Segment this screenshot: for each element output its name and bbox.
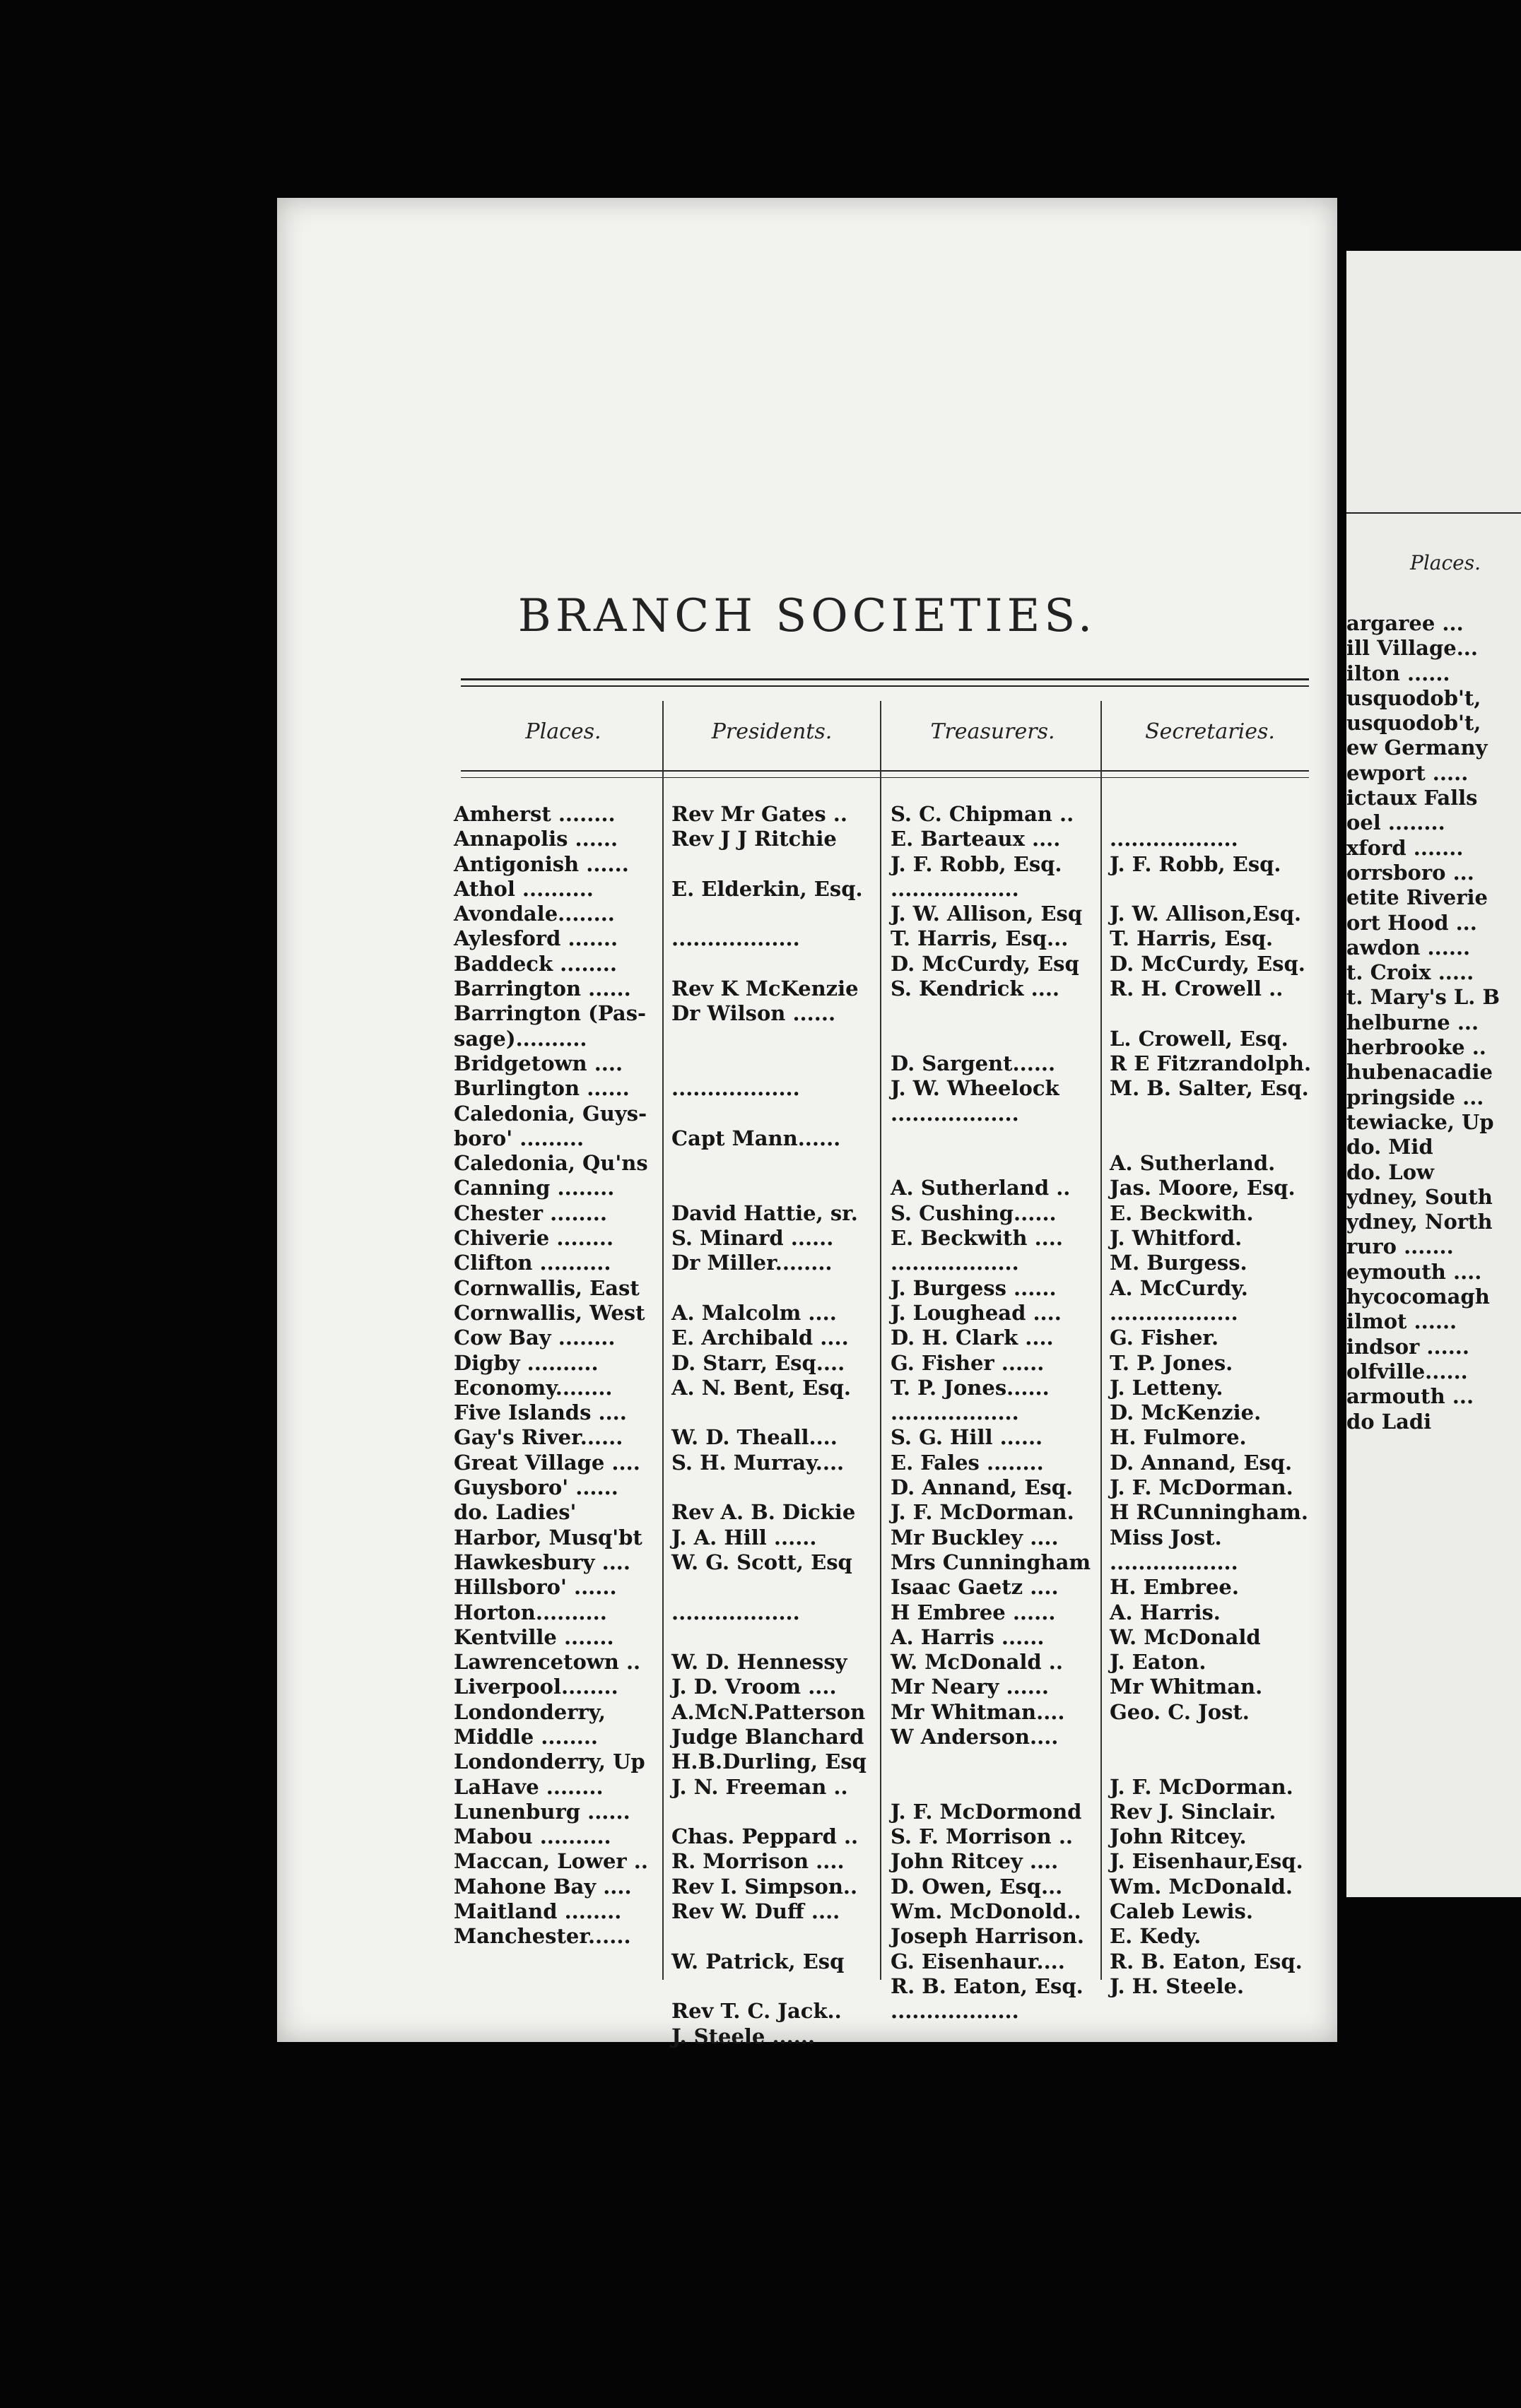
secretary-entry: L. Crowell, Esq.: [1110, 1026, 1288, 1051]
right-page-place-entry: ewport .....: [1346, 760, 1469, 785]
secretary-entry: [1110, 877, 1311, 902]
right-page-place-entry: indsor ......: [1346, 1334, 1469, 1359]
place-entry: Liverpool........: [454, 1675, 618, 1699]
place-entry: Caledonia, Qu'ns: [454, 1151, 648, 1176]
right-page-place-entry: ill Village...: [1346, 636, 1478, 661]
header-bottom-rule-2: [461, 777, 1309, 778]
president-entry: ..................: [671, 1600, 800, 1624]
treasurer-entry: S. F. Morrison ..: [891, 1824, 1074, 1849]
secretary-entry: J. F. McDorman.: [1110, 1475, 1293, 1500]
president-entry: Rev J J Ritchie: [671, 827, 837, 851]
place-entry: sage)..........: [454, 1026, 587, 1051]
treasurer-entry: ..................: [891, 876, 1019, 901]
treasurer-entry: G. Eisenhaur....: [891, 1949, 1065, 1973]
secretary-entry: M. Burgess.: [1110, 1251, 1247, 1275]
treasurer-entry: J. F. McDormond: [891, 1799, 1082, 1824]
secretary-entry: Jas. Moore, Esq.: [1110, 1176, 1296, 1200]
treasurer-entry: [891, 1775, 1091, 1800]
right-page-place-entry: ew Germany: [1346, 736, 1488, 760]
secretary-entry: R. H. Crowell ..: [1110, 976, 1284, 1001]
column-divider-3: [1100, 701, 1102, 1980]
secretary-entry: A. Sutherland.: [1110, 1151, 1276, 1176]
president-entry: [671, 902, 867, 926]
treasurer-entry: John Ritcey ....: [891, 1849, 1059, 1874]
right-page-place-entry: herbrooke ..: [1346, 1035, 1486, 1060]
right-page-place-entry: ydney, North: [1346, 1210, 1493, 1234]
president-entry: W. G. Scott, Esq: [671, 1550, 852, 1574]
treasurers-column: [891, 802, 1091, 2024]
president-entry: S. H. Murray....: [671, 1450, 845, 1475]
treasurer-entry: Isaac Gaetz ....: [891, 1575, 1059, 1600]
treasurer-entry: [891, 1151, 1091, 1176]
place-entry: Chiverie ........: [454, 1226, 614, 1251]
president-entry: D. Starr, Esq....: [671, 1350, 845, 1375]
book-page-left: [277, 198, 1337, 2048]
treasurer-entry: W. McDonald ..: [891, 1650, 1063, 1675]
right-page-place-entry: t. Mary's L. B: [1346, 985, 1501, 1010]
header-top-rule: [461, 678, 1309, 680]
place-entry: Harbor, Musq'bt: [454, 1525, 642, 1550]
president-entry: Rev A. B. Dickie: [671, 1500, 856, 1525]
treasurer-entry: [891, 1126, 1091, 1151]
secretary-entry: [1110, 1725, 1311, 1749]
president-entry: [671, 1575, 867, 1600]
right-page-place-entry: t. Croix .....: [1346, 960, 1474, 985]
right-page-place-entry: ictaux Falls: [1346, 786, 1478, 810]
president-entry: J. D. Vroom ....: [671, 1675, 837, 1699]
president-entry: R. Morrison ....: [671, 1849, 845, 1874]
president-entry: Capt Mann......: [671, 1126, 841, 1150]
secretary-entry: G. Fisher.: [1110, 1326, 1219, 1350]
president-entry: [671, 1625, 867, 1650]
place-entry: Londonderry,: [454, 1699, 606, 1724]
treasurer-entry: S. Cushing......: [891, 1200, 1057, 1225]
secretary-entry: Miss Jost.: [1110, 1525, 1222, 1550]
secretary-entry: [1110, 802, 1311, 827]
president-entry: E. Elderkin, Esq.: [671, 876, 863, 901]
president-entry: J. Steele ......: [671, 2024, 816, 2048]
secretary-entry: D. Annand, Esq.: [1110, 1450, 1293, 1475]
right-page-place-entry: do. Mid: [1346, 1135, 1433, 1159]
treasurer-entry: [891, 1001, 1091, 1026]
place-entry: Maitland ........: [454, 1899, 622, 1924]
presidents-column: [671, 802, 867, 2049]
right-page-place-entry: usquodob't,: [1346, 685, 1481, 710]
right-page-place-entry: do Ladi: [1346, 1409, 1432, 1434]
place-entry: Cornwallis, West: [454, 1300, 645, 1325]
president-entry: [671, 1027, 867, 1051]
place-entry: Barrington ......: [454, 976, 631, 1001]
treasurer-entry: D. McCurdy, Esq: [891, 951, 1079, 976]
place-entry: Lawrencetown ..: [454, 1650, 641, 1675]
treasurer-entry: A. Sutherland ..: [891, 1176, 1071, 1200]
secretary-entry: J. Eaton.: [1110, 1650, 1206, 1675]
right-page-place-entry: eymouth ....: [1346, 1259, 1482, 1284]
treasurer-entry: D. Owen, Esq...: [891, 1874, 1063, 1899]
president-entry: A. Malcolm ....: [671, 1300, 837, 1325]
right-page-place-entry: ilmot ......: [1346, 1309, 1457, 1334]
place-entry: Clifton ..........: [454, 1251, 611, 1275]
place-entry: LaHave ........: [454, 1774, 604, 1799]
place-entry: Middle ........: [454, 1724, 599, 1749]
right-page-rule: [1346, 512, 1521, 514]
place-entry: Horton..........: [454, 1600, 607, 1624]
secretary-entry: ..................: [1110, 827, 1238, 851]
place-entry: Canning ........: [454, 1176, 615, 1200]
right-page-place-entry: hycocomagh: [1346, 1285, 1490, 1309]
president-entry: Rev Mr Gates ..: [671, 802, 847, 826]
place-entry: boro' .........: [454, 1126, 585, 1150]
place-entry: Manchester......: [454, 1924, 631, 1949]
secretary-entry: H. Fulmore.: [1110, 1425, 1247, 1450]
treasurer-entry: T. Harris, Esq...: [891, 926, 1069, 951]
secretary-entry: D. McKenzie.: [1110, 1400, 1262, 1425]
secretary-entry: [1110, 1749, 1311, 1774]
secretary-entry: J. Whitford.: [1110, 1226, 1243, 1251]
right-page-place-entry: xford .......: [1346, 835, 1464, 860]
right-page-place-entry: olfville......: [1346, 1359, 1468, 1383]
treasurer-entry: H Embree ......: [891, 1600, 1056, 1624]
right-page-place-entry: ort Hood ...: [1346, 910, 1477, 935]
right-page-header: Places.: [1410, 551, 1481, 574]
secretary-entry: M. B. Salter, Esq.: [1110, 1076, 1309, 1101]
header-bottom-rule: [461, 770, 1309, 772]
column-divider-1: [662, 701, 664, 1980]
place-entry: Mahone Bay ....: [454, 1874, 632, 1899]
place-entry: Five Islands ....: [454, 1400, 627, 1425]
president-entry: [671, 1400, 867, 1425]
president-entry: A. N. Bent, Esq.: [671, 1375, 851, 1400]
right-page-place-entry: argaree ...: [1346, 611, 1464, 635]
president-entry: [671, 852, 867, 877]
treasurer-entry: ..................: [891, 1400, 1019, 1425]
right-page-place-entry: hubenacadie: [1346, 1060, 1493, 1085]
treasurer-entry: J. W. Allison, Esq: [891, 902, 1083, 926]
secretary-entry: J. H. Steele.: [1110, 1973, 1245, 1998]
place-entry: Athol ..........: [454, 876, 594, 901]
treasurer-entry: J. W. Wheelock: [891, 1076, 1059, 1101]
secretary-entry: T. Harris, Esq.: [1110, 926, 1274, 951]
president-entry: Rev I. Simpson..: [671, 1874, 858, 1899]
treasurer-entry: D. H. Clark ....: [891, 1326, 1054, 1350]
places-column: [454, 802, 648, 1949]
place-entry: Londonderry, Up: [454, 1749, 645, 1774]
secretaries-column: [1110, 802, 1311, 1999]
president-entry: Chas. Peppard ..: [671, 1824, 859, 1849]
header-top-rule-2: [461, 685, 1309, 687]
treasurer-entry: W Anderson....: [891, 1724, 1059, 1749]
president-entry: Rev T. C. Jack..: [671, 1999, 842, 2024]
secretary-entry: Wm. McDonald.: [1110, 1874, 1293, 1899]
treasurer-entry: S. C. Chipman ..: [891, 802, 1074, 826]
secretary-entry: R E Fitzrandolph.: [1110, 1051, 1312, 1075]
place-entry: Gay's River......: [454, 1425, 623, 1450]
treasurer-entry: J. F. Robb, Esq.: [891, 851, 1062, 876]
place-entry: Maccan, Lower ..: [454, 1849, 648, 1874]
treasurer-entry: J. F. McDorman.: [891, 1500, 1074, 1525]
president-entry: E. Archibald ....: [671, 1326, 849, 1350]
secretary-entry: R. B. Eaton, Esq.: [1110, 1949, 1303, 1973]
right-page-place-entry: ydney, South: [1346, 1184, 1493, 1209]
right-page-place-entry: tewiacke, Up: [1346, 1109, 1494, 1134]
header-places: Places.: [525, 719, 601, 744]
president-entry: W. D. Hennessy: [671, 1650, 847, 1675]
place-entry: Avondale........: [454, 902, 615, 926]
treasurer-entry: ..................: [891, 1101, 1019, 1126]
president-entry: [671, 1102, 867, 1126]
right-page-place-entry: ilton ......: [1346, 661, 1450, 685]
secretary-entry: J. Eisenhaur,Esq.: [1110, 1849, 1303, 1874]
president-entry: David Hattie, sr.: [671, 1200, 858, 1225]
place-entry: Baddeck ........: [454, 951, 617, 976]
place-entry: Economy........: [454, 1375, 613, 1400]
secretary-entry: [1110, 1102, 1311, 1126]
secretary-entry: D. McCurdy, Esq.: [1110, 951, 1305, 976]
secretary-entry: A. Harris.: [1110, 1600, 1221, 1624]
place-entry: Barrington (Pas-: [454, 1001, 647, 1026]
treasurer-entry: D. Annand, Esq.: [891, 1475, 1074, 1500]
treasurer-entry: A. Harris ......: [891, 1624, 1045, 1649]
place-entry: Lunenburg ......: [454, 1799, 630, 1824]
secretary-entry: Geo. C. Jost.: [1110, 1699, 1250, 1724]
secretary-entry: Mr Whitman.: [1110, 1675, 1263, 1699]
president-entry: [671, 1475, 867, 1500]
treasurer-entry: ..................: [891, 1251, 1019, 1275]
secretary-entry: [1110, 1126, 1311, 1151]
president-entry: [671, 1800, 867, 1824]
president-entry: W. Patrick, Esq: [671, 1949, 845, 1973]
place-entry: Chester ........: [454, 1200, 607, 1225]
secretary-entry: H RCunningham.: [1110, 1500, 1308, 1525]
treasurer-entry: Mrs Cunningham: [891, 1550, 1091, 1574]
place-entry: Amherst ........: [454, 802, 616, 826]
secretary-entry: J. F. Robb, Esq.: [1110, 851, 1281, 876]
place-entry: do. Ladies': [454, 1500, 577, 1525]
right-page-place-entry: ruro .......: [1346, 1234, 1454, 1259]
president-entry: Rev W. Duff ....: [671, 1899, 840, 1924]
treasurer-entry: R. B. Eaton, Esq.: [891, 1973, 1084, 1998]
place-entry: Kentville .......: [454, 1624, 614, 1649]
president-entry: S. Minard ......: [671, 1226, 834, 1251]
president-entry: H.B.Durling, Esq: [671, 1749, 867, 1774]
treasurer-entry: Mr Buckley ....: [891, 1525, 1059, 1550]
president-entry: Judge Blanchard: [671, 1724, 864, 1749]
treasurer-entry: J. Burgess ......: [891, 1275, 1057, 1300]
treasurer-entry: [891, 1749, 1091, 1774]
place-entry: Hawkesbury ....: [454, 1550, 630, 1574]
president-entry: [671, 1276, 867, 1301]
treasurer-entry: Wm. McDonold..: [891, 1899, 1081, 1924]
secretary-entry: [1110, 1001, 1311, 1026]
header-treasurers: Treasurers.: [930, 719, 1055, 744]
header-secretaries: Secretaries.: [1145, 719, 1275, 744]
place-entry: Aylesford .......: [454, 926, 618, 951]
place-entry: Mabou ..........: [454, 1824, 611, 1849]
place-entry: Antigonish ......: [454, 851, 629, 876]
right-page-place-entry: do. Low: [1346, 1159, 1435, 1184]
treasurer-entry: S. G. Hill ......: [891, 1425, 1043, 1450]
right-page-places-column: [1346, 611, 1500, 1434]
treasurer-entry: Joseph Harrison.: [891, 1924, 1084, 1949]
secretary-entry: T. P. Jones.: [1110, 1350, 1233, 1375]
secretary-entry: E. Kedy.: [1110, 1924, 1202, 1949]
place-entry: Guysboro' ......: [454, 1475, 618, 1500]
treasurer-entry: E. Fales ........: [891, 1450, 1044, 1475]
place-entry: Caledonia, Guys-: [454, 1101, 647, 1126]
right-page-place-entry: armouth ...: [1346, 1384, 1474, 1409]
president-entry: [671, 1176, 867, 1200]
secretary-entry: H. Embree.: [1110, 1575, 1239, 1600]
place-entry: Cow Bay ........: [454, 1326, 616, 1350]
treasurer-entry: G. Fisher ......: [891, 1350, 1045, 1375]
right-page-place-entry: awdon ......: [1346, 935, 1471, 960]
treasurer-entry: [891, 1027, 1091, 1051]
right-page-place-entry: orrsboro ...: [1346, 860, 1474, 885]
book-page-right: [1346, 251, 1521, 1897]
secretary-entry: A. McCurdy.: [1110, 1275, 1248, 1300]
secretary-entry: J. W. Allison,Esq.: [1110, 902, 1302, 926]
place-entry: Cornwallis, East: [454, 1275, 640, 1300]
right-page-place-entry: pringside ...: [1346, 1085, 1484, 1109]
president-entry: [671, 1051, 867, 1076]
secretary-entry: Caleb Lewis.: [1110, 1899, 1253, 1924]
president-entry: Rev K McKenzie: [671, 976, 859, 1001]
treasurer-entry: Mr Neary ......: [891, 1675, 1050, 1699]
secretary-entry: J. Letteny.: [1110, 1375, 1223, 1400]
treasurer-entry: E. Beckwith ....: [891, 1226, 1063, 1251]
column-divider-2: [880, 701, 881, 1980]
place-entry: Great Village ....: [454, 1450, 640, 1475]
president-entry: ..................: [671, 1076, 800, 1101]
header-presidents: Presidents.: [711, 719, 833, 744]
president-entry: [671, 1151, 867, 1176]
right-page-place-entry: oel ........: [1346, 810, 1445, 835]
secretary-entry: Rev J. Sinclair.: [1110, 1799, 1276, 1824]
right-page-place-entry: usquodob't,: [1346, 711, 1481, 736]
page-title: BRANCH SOCIETIES.: [517, 590, 1097, 642]
place-entry: Burlington ......: [454, 1076, 630, 1101]
treasurer-entry: Mr Whitman....: [891, 1699, 1065, 1724]
treasurer-entry: D. Sargent......: [891, 1051, 1056, 1075]
treasurer-entry: E. Barteaux ....: [891, 827, 1061, 851]
president-entry: Dr Miller........: [671, 1251, 833, 1275]
secretary-entry: J. F. McDorman.: [1110, 1774, 1293, 1799]
president-entry: J. A. Hill ......: [671, 1525, 817, 1550]
place-entry: Annapolis ......: [454, 827, 618, 851]
place-entry: Hillsboro' ......: [454, 1575, 617, 1600]
right-page-place-entry: etite Riverie: [1346, 885, 1488, 910]
president-entry: ..................: [671, 926, 800, 951]
president-entry: Dr Wilson ......: [671, 1001, 836, 1026]
secretary-entry: John Ritcey.: [1110, 1824, 1247, 1849]
president-entry: [671, 1974, 867, 1999]
president-entry: J. N. Freeman ..: [671, 1774, 848, 1799]
place-entry: Digby ..........: [454, 1350, 599, 1375]
president-entry: [671, 952, 867, 976]
place-entry: Bridgetown ....: [454, 1051, 623, 1075]
right-page-place-entry: helburne ...: [1346, 1010, 1479, 1034]
president-entry: A.McN.Patterson: [671, 1699, 866, 1724]
treasurer-entry: T. P. Jones......: [891, 1375, 1050, 1400]
secretary-entry: W. McDonald: [1110, 1624, 1261, 1649]
president-entry: W. D. Theall....: [671, 1425, 838, 1450]
secretary-entry: ..................: [1110, 1550, 1238, 1574]
president-entry: [671, 1924, 867, 1949]
treasurer-entry: ..................: [891, 1999, 1019, 2024]
treasurer-entry: J. Loughead ....: [891, 1300, 1062, 1325]
treasurer-entry: S. Kendrick ....: [891, 976, 1060, 1001]
secretary-entry: ..................: [1110, 1300, 1238, 1325]
secretary-entry: E. Beckwith.: [1110, 1200, 1254, 1225]
